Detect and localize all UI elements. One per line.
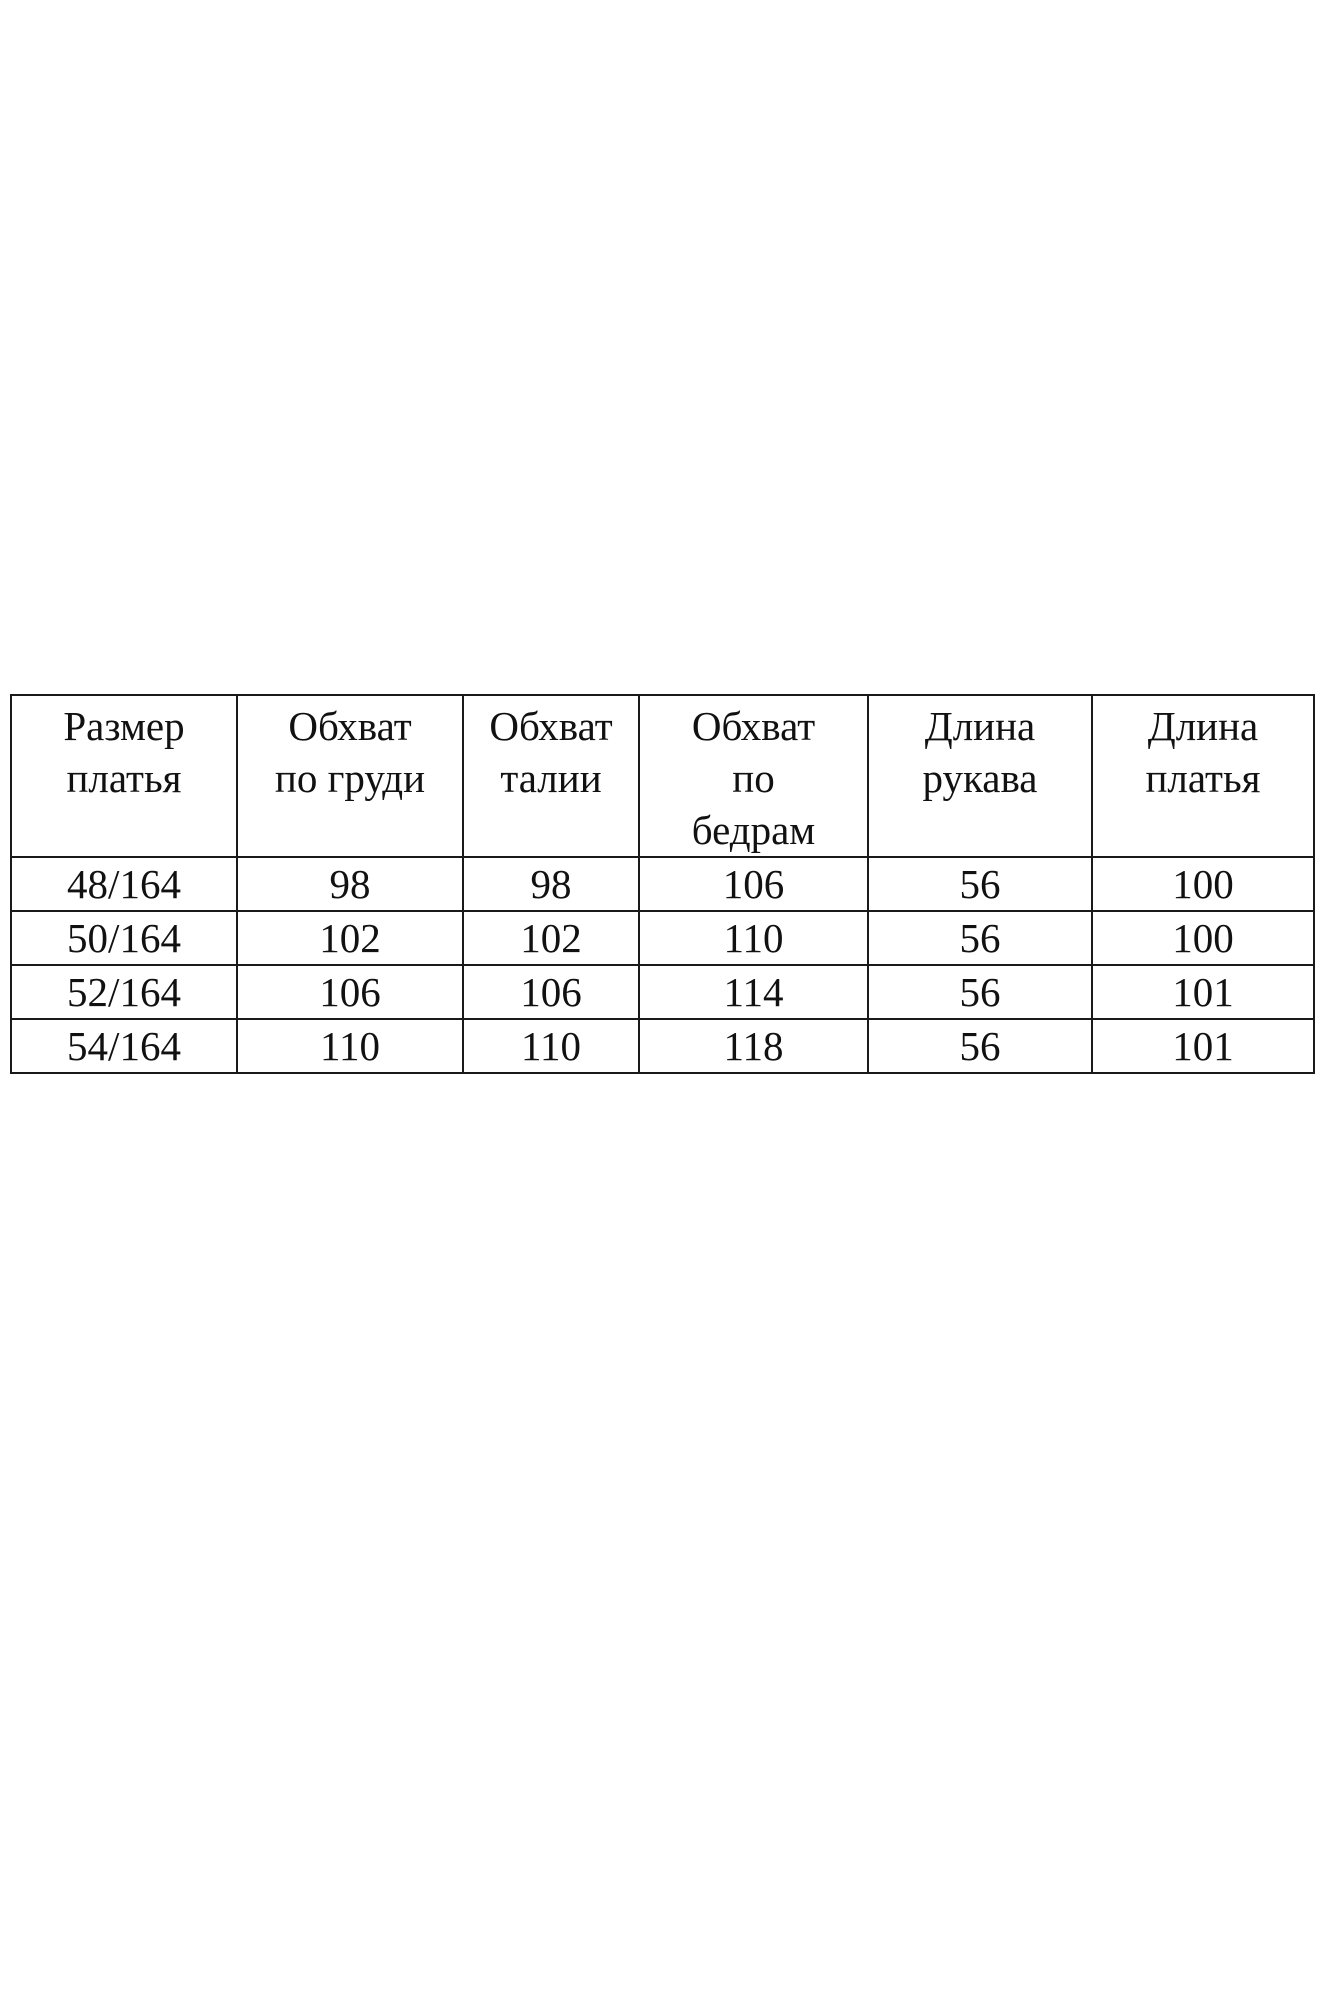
header-cell-sleeve-length (868, 695, 1092, 857)
table-cell-size: 52/164 (11, 965, 237, 1019)
table-row (11, 911, 1314, 965)
header-cell-waist (463, 695, 639, 857)
table-cell-sleeve-length: 56 (868, 857, 1092, 911)
header-text-line: талии (500, 755, 602, 801)
table-cell-dress-length: 100 (1092, 911, 1314, 965)
header-text-line: Длина (1147, 703, 1259, 749)
table-cell-sleeve-length: 56 (868, 911, 1092, 965)
table-cell-size: 50/164 (11, 911, 237, 965)
table-cell-waist: 106 (463, 965, 639, 1019)
table-cell-waist: 102 (463, 911, 639, 965)
table-header-row (11, 695, 1314, 857)
header-cell-hips (639, 695, 868, 857)
table-cell-waist: 110 (463, 1019, 639, 1073)
table-cell-hips: 110 (639, 911, 868, 965)
table-cell-waist: 98 (463, 857, 639, 911)
table-cell-bust: 98 (237, 857, 463, 911)
table-cell-size: 54/164 (11, 1019, 237, 1073)
header-text-line: Обхват (489, 703, 613, 749)
table-cell-bust: 110 (237, 1019, 463, 1073)
table-cell-size: 48/164 (11, 857, 237, 911)
header-text-line: рукава (922, 755, 1038, 801)
header-text-line: по груди (274, 755, 426, 801)
size-chart-table (10, 694, 1315, 1074)
header-text-line: платья (1145, 755, 1261, 801)
table-row (11, 857, 1314, 911)
table-row (11, 965, 1314, 1019)
table-cell-hips: 106 (639, 857, 868, 911)
header-text-line: бедрам (691, 807, 816, 853)
table-cell-hips: 114 (639, 965, 868, 1019)
header-text-line: по (732, 755, 775, 801)
table-cell-dress-length: 101 (1092, 965, 1314, 1019)
header-cell-dress-length (1092, 695, 1314, 857)
header-text-line: Обхват (691, 703, 816, 749)
table-cell-dress-length: 100 (1092, 857, 1314, 911)
table-cell-bust: 102 (237, 911, 463, 965)
header-text-line: Длина (924, 703, 1036, 749)
header-cell-bust (237, 695, 463, 857)
table-cell-dress-length: 101 (1092, 1019, 1314, 1073)
table-cell-hips: 118 (639, 1019, 868, 1073)
header-text-line: Размер (63, 703, 185, 749)
table-row (11, 1019, 1314, 1073)
table-cell-bust: 106 (237, 965, 463, 1019)
header-text-line: Обхват (288, 703, 412, 749)
header-text-line: платья (66, 755, 182, 801)
table-cell-sleeve-length: 56 (868, 1019, 1092, 1073)
table-cell-sleeve-length: 56 (868, 965, 1092, 1019)
header-cell-size (11, 695, 237, 857)
